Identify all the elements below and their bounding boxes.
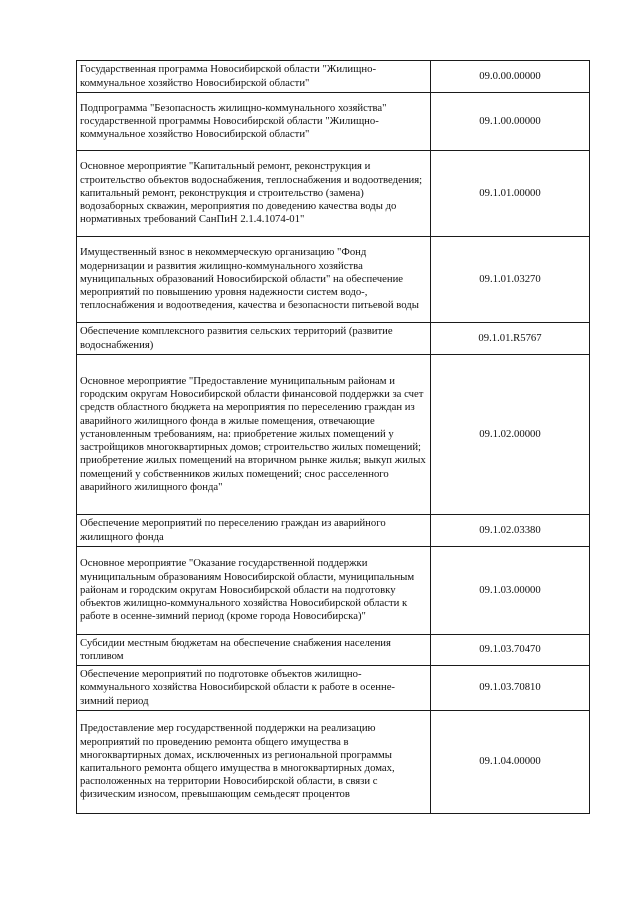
row-code-cell: 09.1.04.00000 [431, 711, 590, 814]
row-code-cell: 09.1.01.R5767 [431, 323, 590, 355]
row-code-cell: 09.0.00.00000 [431, 61, 590, 93]
row-name-cell: Имущественный взнос в некоммерческую организацию "Фонд модернизации и развития жилищно-коммунального хозяйства муниципальных образований Новосибирской области" на обеспечение мероприятий по повышению уровня надежности систем водо-, теплоснабжения и водоотведения, качества и безопасности питьевой воды [77, 237, 431, 323]
table-row [77, 711, 590, 814]
row-code-cell: 09.1.02.00000 [431, 355, 590, 515]
table-row [77, 355, 590, 515]
table-row [77, 93, 590, 151]
row-code-cell: 09.1.01.03270 [431, 237, 590, 323]
row-name-cell: Основное мероприятие "Капитальный ремонт, реконструкция и строительство объектов водоснабжения, теплоснабжения и водоотведения; капитальный ремонт, реконструкция и строительство (замена) водозаборных скважин, мероприятия по доведению качества воды до нормативных требований СанПиН 2.1.4.1074-01" [77, 151, 431, 237]
row-code-cell: 09.1.03.00000 [431, 547, 590, 635]
table-row [77, 151, 590, 237]
row-name-cell: Основное мероприятие "Оказание государственной поддержки муниципальным образованиям Новосибирской области, муниципальным районам и городским округам Новосибирской области на подготовку объектов жилищно-коммунального хозяйства Новосибирской области к работе в осенне-зимний период (кроме города Новосибирска)" [77, 547, 431, 635]
row-name-cell: Основное мероприятие "Предоставление муниципальным районам и городским округам Новосибирской области финансовой поддержки за счет средств областного бюджета на мероприятия по переселению граждан из аварийного жилищного фонда в жилые помещения, отвечающие установленным требованиям, на: приобретение жилых помещений у застройщиков многоквартирных домов; строительство жилых помещений; приобретение жилых помещений на вторичном рынке жилья; выкуп жилых помещений у собственников жилых помещений; снос расселенного аварийного жилищного фонда" [77, 355, 431, 515]
row-code-cell: 09.1.03.70470 [431, 635, 590, 666]
row-code-cell: 09.1.00.00000 [431, 93, 590, 151]
row-name-cell: Обеспечение мероприятий по переселению граждан из аварийного жилищного фонда [77, 515, 431, 547]
budget-classification-table [76, 60, 590, 814]
row-name-cell: Государственная программа Новосибирской области "Жилищно-коммунальное хозяйство Новосибирской области" [77, 61, 431, 93]
table-row [77, 547, 590, 635]
row-code-cell: 09.1.03.70810 [431, 666, 590, 711]
row-name-cell: Обеспечение комплексного развития сельских территорий (развитие водоснабжения) [77, 323, 431, 355]
table-row [77, 237, 590, 323]
table-row [77, 635, 590, 666]
row-name-cell: Подпрограмма "Безопасность жилищно-коммунального хозяйства" государственной программы Новосибирской области "Жилищно-коммунальное хозяйство Новосибирской области" [77, 93, 431, 151]
table-row [77, 323, 590, 355]
table-row [77, 515, 590, 547]
row-code-cell: 09.1.02.03380 [431, 515, 590, 547]
row-code-cell: 09.1.01.00000 [431, 151, 590, 237]
row-name-cell: Предоставление мер государственной поддержки на реализацию мероприятий по проведению ремонта общего имущества в многоквартирных домах, исключенных из региональной программы капитального ремонта общего имущества в многоквартирных домах, расположенных на территории Новосибирской области, в связи с физическим износом, превышающим семьдесят процентов [77, 711, 431, 814]
table-row [77, 666, 590, 711]
table-row [77, 61, 590, 93]
row-name-cell: Субсидии местным бюджетам на обеспечение снабжения населения топливом [77, 635, 431, 666]
row-name-cell: Обеспечение мероприятий по подготовке объектов жилищно-коммунального хозяйства Новосибирской области к работе в осенне-зимний период [77, 666, 431, 711]
